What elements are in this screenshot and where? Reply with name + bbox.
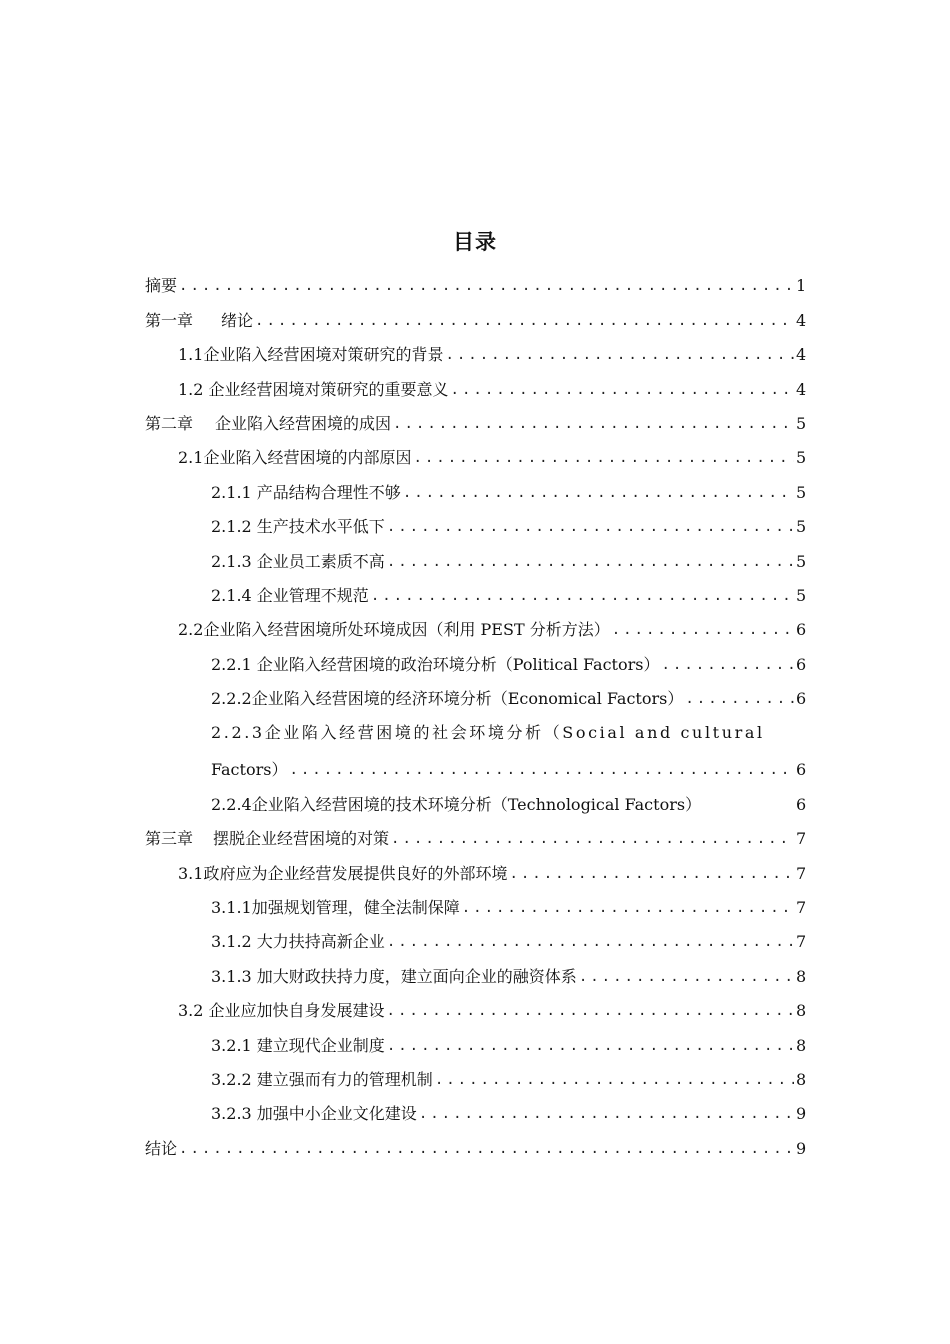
dot-leader <box>179 276 794 296</box>
toc-entry-text <box>145 414 391 434</box>
dot-leader <box>393 414 794 434</box>
page-number: 4 <box>796 345 807 365</box>
toc-entry-2-1-2[interactable] <box>145 503 806 537</box>
toc-entry-chapter-3[interactable] <box>145 815 806 849</box>
toc-entry-text: 2.1.3 企业员工素质不高 <box>211 551 385 571</box>
toc-entry-text: 3.2.3 加强中小企业文化建设 <box>211 1104 417 1124</box>
page-title: 目录 <box>453 229 497 254</box>
chapter-title: 绪论 <box>221 310 254 330</box>
page-number: 5 <box>796 585 807 605</box>
page-number: 6 <box>796 760 807 780</box>
toc-entry-3-2-3[interactable] <box>145 1090 806 1124</box>
toc-entry-text: 3.2.2 建立强而有力的管理机制 <box>211 1069 433 1089</box>
toc-entry-text: 2.2.3企业陷入经营困境的社会环境分析（Social and cultural <box>211 723 765 743</box>
dot-leader <box>179 1139 794 1159</box>
toc-entry-text: 1.1企业陷入经营困境对策研究的背景 <box>178 345 444 365</box>
dot-leader <box>387 1036 794 1056</box>
toc-entry-2-2-4[interactable] <box>145 780 806 814</box>
page-number: 6 <box>796 620 807 640</box>
toc-entry-text: 2.2.2企业陷入经营困境的经济环境分析（Economical Factors） <box>211 689 684 709</box>
dot-leader <box>255 311 794 331</box>
dot-leader <box>612 620 794 640</box>
page-number: 7 <box>796 829 807 849</box>
dot-leader <box>451 380 794 400</box>
toc-entry-text: 2.1.1 产品结构合理性不够 <box>211 482 401 502</box>
toc-entry-abstract[interactable] <box>145 262 806 296</box>
toc-entry-2-2-3[interactable] <box>145 709 806 743</box>
toc-entry-2-1[interactable] <box>145 434 806 468</box>
toc-entry-1-1[interactable] <box>145 331 806 365</box>
page-number: 7 <box>796 863 807 883</box>
table-of-contents <box>145 262 806 1159</box>
toc-entry-text: 2.1企业陷入经营困境的内部原因 <box>178 448 412 468</box>
page-number: 9 <box>796 1138 807 1158</box>
toc-entry-text: 2.2企业陷入经营困境所处环境成因（利用 PEST 分析方法） <box>178 620 610 640</box>
toc-entry-text <box>145 311 253 331</box>
toc-entry-1-2[interactable] <box>145 365 806 399</box>
toc-entry-2-1-1[interactable] <box>145 468 806 502</box>
chapter-title: 摆脱企业经营困境的对策 <box>213 829 390 849</box>
page-number: 5 <box>796 551 807 571</box>
toc-entry-2-1-4[interactable] <box>145 572 806 606</box>
toc-entry-chapter-2[interactable] <box>145 400 806 434</box>
dot-leader <box>445 345 794 365</box>
dot-leader <box>509 864 794 884</box>
toc-entry-text: 2.1.4 企业管理不规范 <box>211 585 369 605</box>
page-number: 7 <box>796 932 807 952</box>
toc-entry-3-1-1[interactable] <box>145 884 806 918</box>
dot-leader <box>685 689 794 709</box>
toc-entry-chapter-1[interactable] <box>145 296 806 330</box>
page-number: 8 <box>796 1035 807 1055</box>
page-number: 6 <box>796 654 807 674</box>
toc-entry-3-2-2[interactable] <box>145 1056 806 1090</box>
toc-entry-text: 3.1政府应为企业经营发展提供良好的外部环境 <box>178 863 508 883</box>
toc-entry-text: 2.2.4企业陷入经营困境的技术环境分析（Technological Factors） <box>211 794 702 814</box>
toc-entry-2-1-3[interactable] <box>145 537 806 571</box>
toc-entry-3-1-2[interactable] <box>145 918 806 952</box>
dot-leader <box>419 1104 794 1124</box>
page-number: 4 <box>796 379 807 399</box>
dot-leader <box>371 586 794 606</box>
toc-entry-text <box>145 829 389 849</box>
page-number: 8 <box>796 1069 807 1089</box>
page-number: 8 <box>796 966 807 986</box>
toc-entry-conclusion[interactable] <box>145 1124 806 1158</box>
dot-leader <box>661 655 794 675</box>
dot-leader <box>579 967 794 987</box>
toc-entry-text: 摘要 <box>145 276 178 296</box>
dot-leader <box>462 898 794 918</box>
dot-leader <box>413 448 794 468</box>
dot-leader <box>387 517 794 537</box>
dot-leader <box>289 760 794 780</box>
toc-entry-text: 3.1.1加强规划管理，健全法制保障 <box>211 898 460 918</box>
page-number: 5 <box>796 517 807 537</box>
toc-entry-2-2-3-continued[interactable] <box>145 743 806 780</box>
page-number: 6 <box>796 794 807 814</box>
chapter-label: 第二章 <box>145 413 194 433</box>
dot-leader <box>387 552 794 572</box>
page-number: 5 <box>796 413 807 433</box>
toc-entry-text: 3.1.3 加大财政扶持力度，建立面向企业的融资体系 <box>211 966 577 986</box>
page-number: 7 <box>796 898 807 918</box>
page-number: 6 <box>796 689 807 709</box>
toc-entry-text: 2.1.2 生产技术水平低下 <box>211 517 385 537</box>
dot-leader <box>435 1070 794 1090</box>
chapter-title: 企业陷入经营困境的成因 <box>215 413 392 433</box>
dot-leader <box>403 483 794 503</box>
page-number: 8 <box>796 1001 807 1021</box>
page-number: 1 <box>796 276 807 296</box>
page-number: 5 <box>796 482 807 502</box>
toc-entry-text-continued: Factors） <box>211 760 288 780</box>
toc-entry-3-2-1[interactable] <box>145 1021 806 1055</box>
dot-leader <box>387 1001 794 1021</box>
toc-entry-text: 2.2.1 企业陷入经营困境的政治环境分析（Political Factors） <box>211 654 660 674</box>
toc-entry-2-2-2[interactable] <box>145 675 806 709</box>
toc-entry-text: 3.1.2 大力扶持高新企业 <box>211 932 385 952</box>
toc-entry-text: 3.2.1 建立现代企业制度 <box>211 1035 385 1055</box>
dot-leader <box>391 829 794 849</box>
toc-entry-3-2[interactable] <box>145 987 806 1021</box>
dot-leader <box>387 932 794 952</box>
page-number: 9 <box>796 1104 807 1124</box>
toc-entry-2-2[interactable] <box>145 606 806 640</box>
chapter-label: 第一章 <box>145 310 194 330</box>
page-number: 5 <box>796 448 807 468</box>
toc-entry-text: 1.2 企业经营困境对策研究的重要意义 <box>178 379 449 399</box>
chapter-label: 第三章 <box>145 829 194 849</box>
toc-entry-text: 结论 <box>145 1138 178 1158</box>
toc-entry-text: 3.2 企业应加快自身发展建设 <box>178 1001 385 1021</box>
toc-entry-2-2-1[interactable] <box>145 640 806 674</box>
page-number: 4 <box>796 310 807 330</box>
toc-entry-3-1[interactable] <box>145 849 806 883</box>
toc-entry-3-1-3[interactable] <box>145 952 806 986</box>
